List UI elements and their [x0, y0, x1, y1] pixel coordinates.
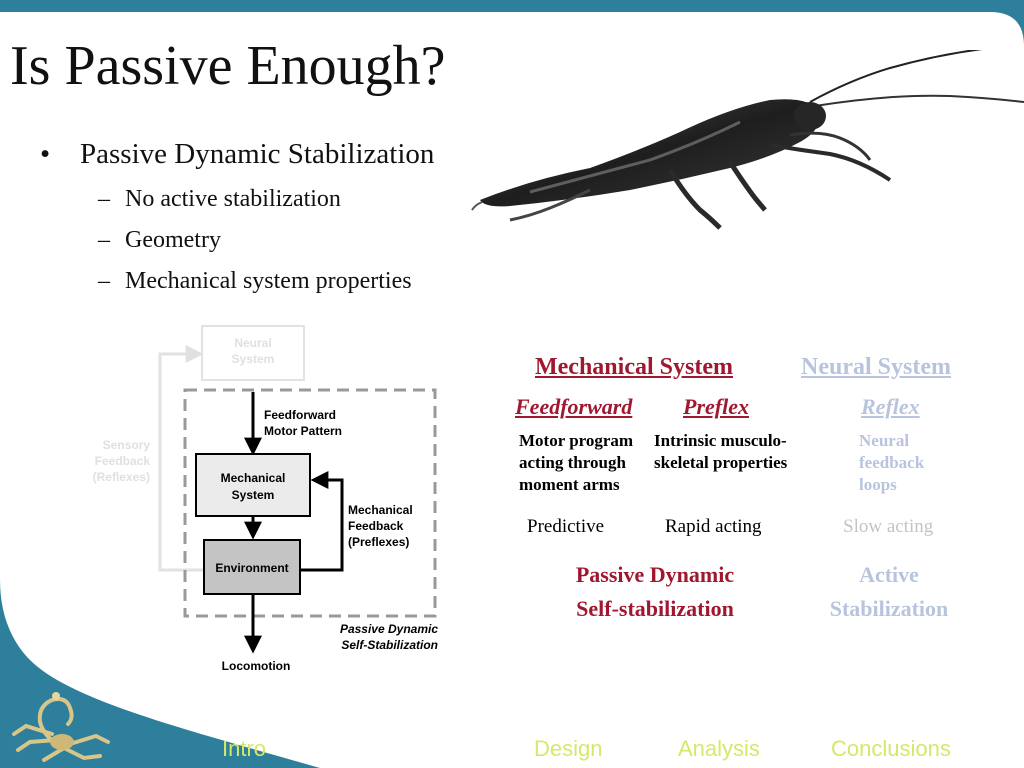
active-stabilization-label: Active Stabilization: [829, 562, 949, 621]
sub-bullet-marker: –: [98, 186, 110, 212]
neural-system-label: Neural: [234, 336, 272, 350]
preflex-description: Intrinsic musculo- skeletal properties: [654, 431, 788, 472]
passive-caption: Passive Dynamic: [339, 622, 438, 636]
reflex-subheading: Reflex: [861, 394, 920, 419]
neural-system-heading: Neural System: [801, 354, 951, 380]
nav-item-design[interactable]: Design: [534, 736, 603, 761]
sub-bullet-text: Mechanical system properties: [125, 268, 412, 294]
mechanical-feedback-label: Mechanical: [348, 503, 413, 517]
feedforward-subheading: Feedforward: [515, 394, 633, 419]
environment-label: Environment: [215, 561, 289, 575]
top-bar: [0, 0, 1024, 12]
passive-caption: Self-Stabilization: [341, 638, 438, 652]
mechanical-feedback-label: Feedback: [348, 519, 404, 533]
feedforward-label: Motor Pattern: [264, 424, 342, 438]
mechanical-system-label: System: [231, 488, 275, 502]
neural-system-label: System: [231, 352, 275, 366]
rapid-acting-label: Rapid acting: [665, 516, 762, 537]
locomotion-label: Locomotion: [221, 659, 291, 673]
mechanical-feedback-label: (Preflexes): [348, 535, 410, 549]
mechanical-system-label: Mechanical: [220, 471, 286, 485]
sensory-feedback-label: Sensory: [102, 438, 150, 452]
nav-item-biomimesis[interactable]: Biomimesis: [332, 736, 445, 761]
sensory-feedback-label: Feedback: [94, 454, 150, 468]
feedforward-label: Feedforward: [264, 408, 337, 422]
nav-item-analysis[interactable]: Analysis: [678, 736, 760, 761]
sub-bullet-text: No active stabilization: [125, 186, 341, 212]
passive-dynamic-label: Passive Dynamic Self-stabilization: [575, 562, 735, 621]
slide-title: Is Passive Enough?: [10, 35, 446, 97]
preflex-subheading: Preflex: [683, 394, 749, 419]
nav-item-intro[interactable]: Intro: [222, 736, 267, 761]
mechanical-system-box: [196, 454, 310, 516]
reflex-description: Neural feedback loops: [859, 431, 925, 494]
bullet-marker: •: [40, 138, 51, 170]
sub-bullet-text: Geometry: [125, 227, 221, 253]
cockroach-image: [470, 50, 1024, 230]
feedforward-description: Motor program acting through moment arms: [519, 431, 634, 494]
mechanical-system-heading: Mechanical System: [535, 354, 733, 380]
nav-item-conclusions[interactable]: Conclusions: [831, 736, 951, 761]
bullet-text: Passive Dynamic Stabilization: [80, 138, 435, 170]
sensory-feedback-label: (Reflexes): [92, 470, 150, 484]
sub-bullet-marker: –: [98, 268, 110, 294]
slow-acting-label: Slow acting: [843, 516, 934, 537]
comparison-table: [505, 352, 985, 632]
scorpion-logo: [4, 678, 116, 766]
block-diagram: [80, 320, 460, 690]
predictive-label: Predictive: [527, 516, 605, 537]
sub-bullet-marker: –: [98, 227, 110, 253]
